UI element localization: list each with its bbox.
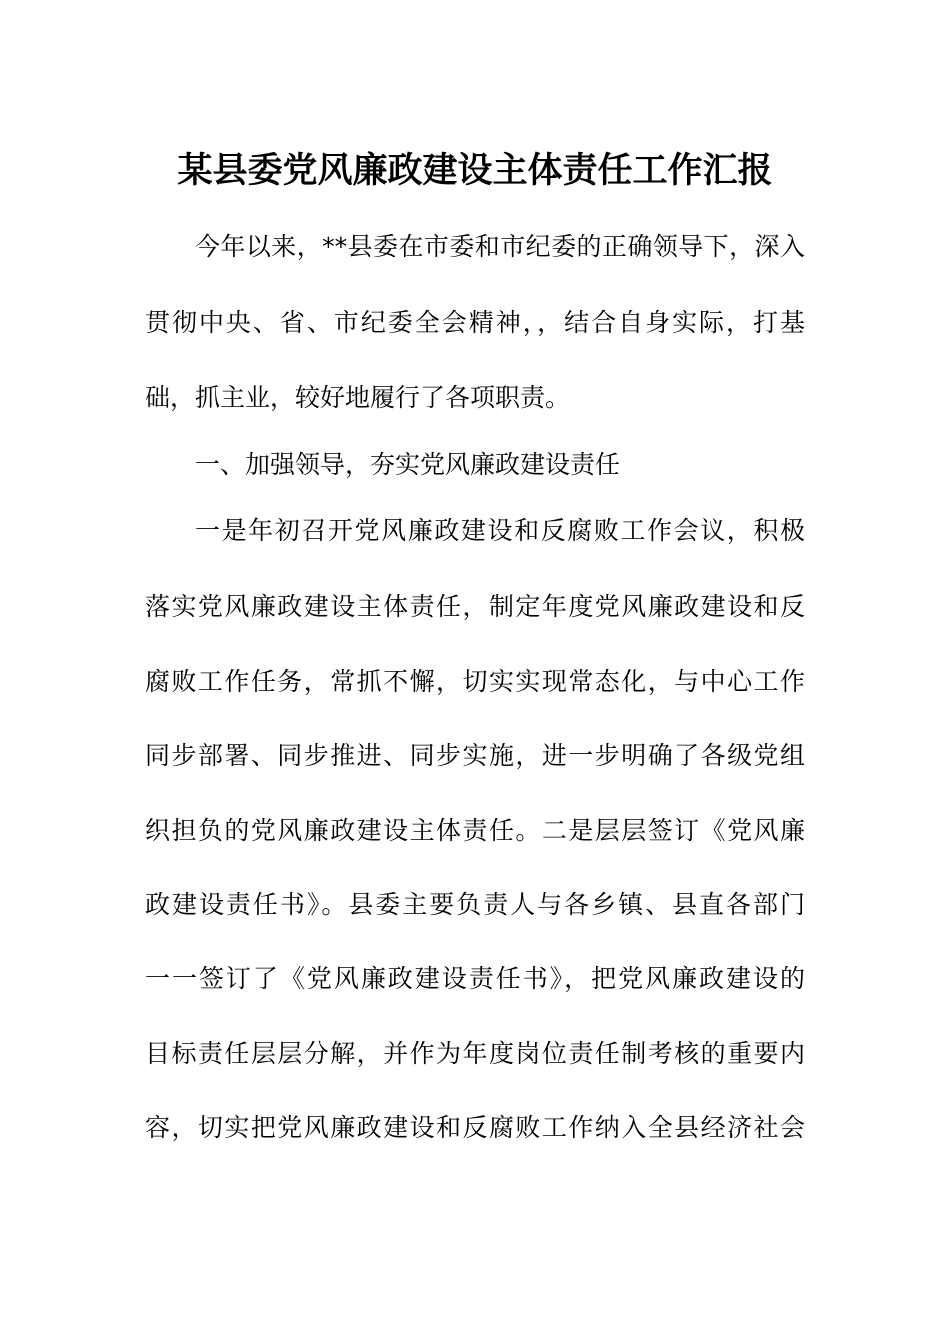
paragraph-line-3: 础，抓主业，较好地履行了各项职责。	[145, 383, 571, 412]
paragraph-line-12: 容，切实把党风廉政建设和反腐败工作纳入全县经济社会	[145, 1113, 805, 1142]
paragraph-line-1: 今年以来，**县委在市委和市纪委的正确领导下，深入	[195, 232, 805, 261]
paragraph-line-11: 目标责任层层分解，并作为年度岗位责任制考核的重要内	[145, 1039, 805, 1068]
paragraph-line-2: 贯彻中央、省、市纪委全会精神，，结合自身实际，打基	[145, 308, 805, 337]
paragraph-line-4: 一是年初召开党风廉政建设和反腐败工作会议，积极	[195, 516, 805, 545]
paragraph-line-6: 腐败工作任务，常抓不懈，切实实现常态化，与中心工作	[145, 667, 805, 696]
paragraph-line-10: 一一签订了《党风廉政建设责任书》，把党风廉政建设的	[145, 964, 805, 993]
document-title: 某县委党风廉政建设主体责任工作汇报	[177, 151, 773, 191]
paragraph-line-8: 织担负的党风廉政建设主体责任。二是层层签订《党风廉	[145, 816, 805, 845]
paragraph-line-7: 同步部署、同步推进、同步实施，进一步明确了各级党组	[145, 741, 805, 770]
paragraph-line-5: 落实党风廉政建设主体责任，制定年度党风廉政建设和反	[145, 592, 805, 621]
section-heading-1: 一、加强领导，夯实党风廉政建设责任	[195, 450, 621, 479]
paragraph-line-9: 政建设责任书》。县委主要负责人与各乡镇、县直各部门	[145, 890, 805, 919]
